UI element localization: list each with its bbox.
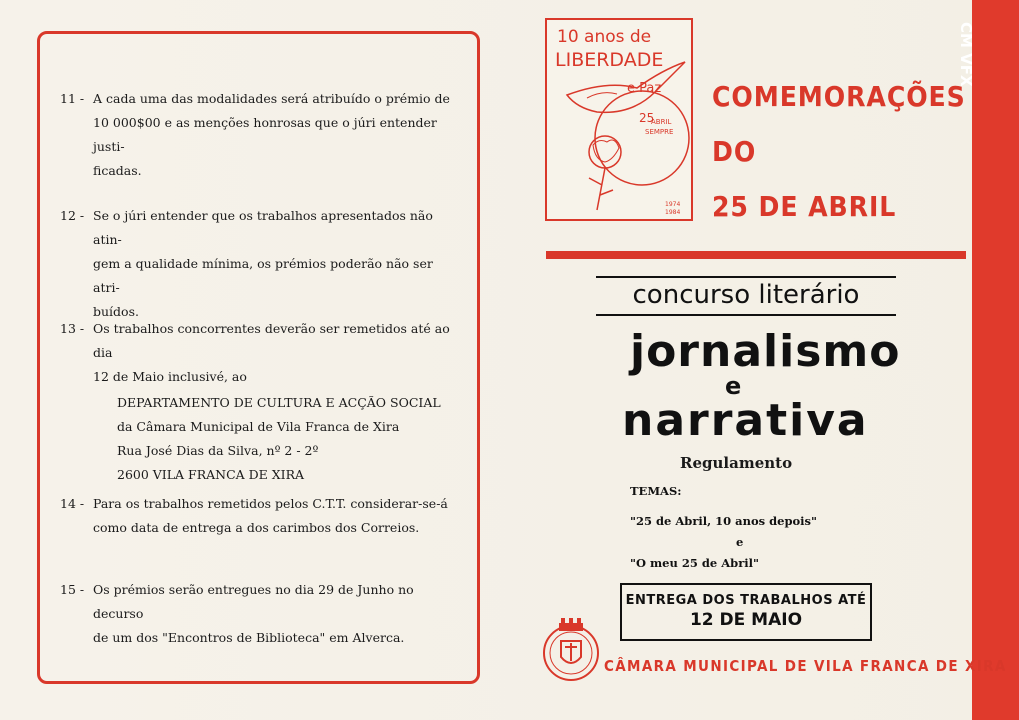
headline-line-1: COMEMORAÇÕES [712,80,966,113]
address-line: 2600 VILA FRANCA DE XIRA [117,467,305,482]
deadline-line1: ENTREGA DOS TRABALHOS ATÉ [625,593,867,608]
regulamento-heading: Regulamento [680,454,793,472]
rule-14 [60,492,463,540]
theme-and: e [736,535,744,549]
rule-11 [60,87,463,183]
rule-number: 11 - [60,91,85,106]
rule-line: Se o júri entender que os trabalhos apresentados não atin- [93,208,433,247]
logo-year-start: 1974 [665,201,681,208]
rule-line: ficadas. [93,163,142,178]
rule-line: A cada uma das modalidades será atribuído o prémio de [93,91,450,106]
rule-number: 13 - [60,321,85,336]
logo-inner3: SEMPRE [645,128,674,136]
red-divider [546,251,966,259]
headline-line-3: 25 DE ABRIL [712,190,897,223]
theme-1: "25 de Abril, 10 anos depois" [630,514,817,528]
address-line: da Câmara Municipal de Vila Franca de Xira [117,419,400,434]
contest-label: concurso literário [596,276,896,316]
municipal-crest-icon [541,615,601,685]
title-narrativa: narrativa [622,395,869,446]
rule-line: gem a qualidade mínima, os prémios poderão não ser atri- [93,256,433,295]
logo-year-end: 1984 [665,209,681,216]
rule-number: 15 - [60,582,85,597]
logo-line1: 10 anos de [557,27,652,47]
rule-line: 12 de Maio inclusivé, ao [93,369,247,384]
municipality-name: CÂMARA MUNICIPAL DE VILA FRANCA DE XIRA [604,657,1007,675]
rule-line: buídos. [93,304,139,319]
rule-line: de um dos "Encontros de Biblioteca" em Alverca. [93,630,405,645]
headline-line-2: DO [712,135,757,168]
logo-line2: LIBERDADE [555,49,664,71]
theme-2: "O meu 25 de Abril" [630,556,759,570]
logo-line3: e Paz [627,81,662,96]
deadline-box [620,583,872,641]
address-line: DEPARTAMENTO DE CULTURA E ACÇÃO SOCIAL [117,395,441,410]
side-logo-mark: CM VFX [957,22,975,87]
dove-carnation-icon [547,20,691,219]
red-side-band [972,0,1019,720]
logo-inner2: ABRIL [651,118,672,126]
rule-line: Para os trabalhos remetidos pelos C.T.T. considerar-se-á [93,496,448,511]
address-block [117,391,463,487]
address-line: Rua José Dias da Silva, nº 2 - 2º [117,443,319,458]
rule-12 [60,204,463,324]
title-jornalismo: jornalismo [630,326,901,377]
rule-number: 12 - [60,208,85,223]
anniversary-logo [545,18,693,221]
themes-label: TEMAS: [630,484,682,498]
rule-line: como data de entrega a dos carimbos dos Correios. [93,520,420,535]
rule-number: 14 - [60,496,85,511]
rule-line: Os prémios serão entregues no dia 29 de Junho no decurso [93,582,414,621]
rule-line: Os trabalhos concorrentes deverão ser remetidos até ao dia [93,321,450,360]
title-and: e [725,372,742,400]
logo-inner1: 25 [639,111,655,125]
deadline-line2: 12 DE MAIO [689,610,803,630]
rule-13 [60,317,463,487]
rule-line: 10 000$00 e as menções honrosas que o júri entender justi- [93,115,437,154]
rule-15 [60,578,463,650]
